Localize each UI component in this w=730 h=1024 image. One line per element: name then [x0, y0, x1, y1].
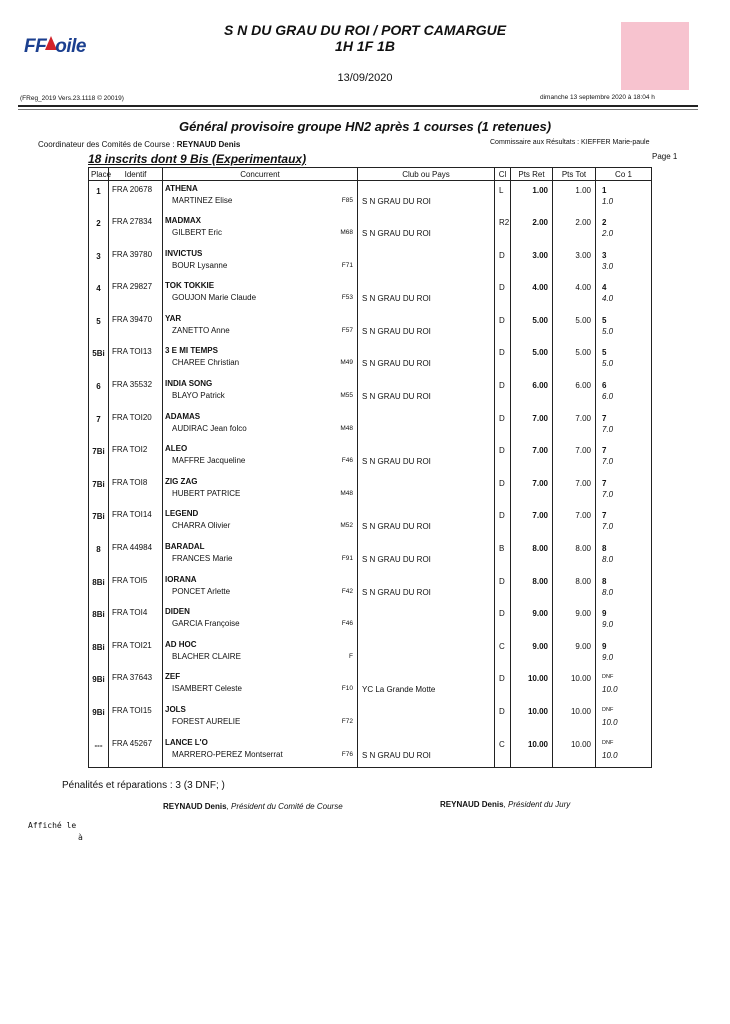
row-cl: B — [495, 539, 511, 572]
row-ident: FRA TOI14 — [109, 506, 163, 539]
row-sailor-name: AUDIRAC Jean folco — [172, 423, 247, 433]
row-pts-tot: 1.00 — [553, 181, 596, 214]
row-co1-points: 4.0 — [602, 294, 614, 304]
row-concurrent — [163, 376, 358, 409]
posting-time-label: à — [78, 833, 83, 842]
row-concurrent — [163, 735, 358, 768]
row-ident: FRA 44984 — [109, 539, 163, 572]
table-row — [89, 637, 652, 670]
row-sailor-name: BOUR Lysanne — [172, 260, 228, 270]
row-boat-name: BARADAL — [165, 542, 205, 552]
row-club: S N GRAU DU ROI — [358, 506, 495, 539]
row-co1-points: 10.0 — [602, 685, 618, 695]
row-co1-points: 5.0 — [602, 326, 614, 336]
row-pts-ret: 9.00 — [511, 604, 553, 637]
row-co1-points: 10.0 — [602, 750, 618, 760]
row-pts-ret: 7.00 — [511, 506, 553, 539]
row-co1-rank: 5 — [602, 348, 607, 358]
row-ident: FRA 20678 — [109, 181, 163, 214]
row-category: F — [349, 652, 353, 660]
row-ident: FRA 27834 — [109, 213, 163, 246]
coordinator-label: Coordinateur des Comités de Course : — [38, 140, 175, 149]
row-club: S N GRAU DU ROI — [358, 376, 495, 409]
row-sailor-name: CHARRA Olivier — [172, 521, 231, 531]
row-pts-tot: 7.00 — [553, 506, 596, 539]
row-category: F53 — [341, 294, 353, 302]
row-co1 — [596, 735, 652, 768]
row-cl: D — [495, 669, 511, 702]
row-cl: C — [495, 735, 511, 768]
row-boat-name: ADAMAS — [165, 411, 201, 421]
row-cl: D — [495, 343, 511, 376]
logo-oile-text: oile — [55, 36, 86, 57]
row-boat-name: ATHENA — [165, 184, 198, 193]
row-co1 — [596, 376, 652, 409]
row-co1 — [596, 604, 652, 637]
row-sailor-name: PONCET Arlette — [172, 586, 231, 596]
row-place: 8 — [89, 539, 109, 572]
row-co1-points: 7.0 — [602, 489, 614, 499]
row-co1 — [596, 506, 652, 539]
row-category: M49 — [340, 359, 353, 367]
row-sailor-name: MAFFRE Jacqueline — [172, 456, 246, 466]
table-row — [89, 735, 652, 768]
row-co1-rank: DNF — [602, 674, 614, 681]
president-course — [163, 802, 343, 811]
coordinator-line — [38, 140, 240, 149]
row-place: 1 — [89, 181, 109, 214]
row-club: S N GRAU DU ROI — [358, 735, 495, 768]
ffvoile-logo — [24, 36, 86, 58]
row-co1 — [596, 278, 652, 311]
row-boat-name: TOK TOKKIE — [165, 281, 215, 291]
row-concurrent — [163, 702, 358, 735]
row-cl: D — [495, 311, 511, 344]
software-version: (FReg_2019 Vers.23.1118 © 20019) — [20, 95, 124, 102]
table-row — [89, 539, 652, 572]
row-sailor-name: FRANCES Marie — [172, 554, 233, 564]
row-boat-name: LEGEND — [165, 509, 199, 519]
row-category: M55 — [340, 392, 353, 400]
row-co1 — [596, 572, 652, 605]
col-place: Place — [89, 168, 109, 181]
row-co1-rank: DNF — [602, 707, 614, 713]
row-place: 6 — [89, 376, 109, 409]
row-pts-ret: 7.00 — [511, 474, 553, 507]
col-pts-ret: Pts Ret — [511, 168, 553, 181]
row-category: F42 — [341, 587, 353, 595]
table-row — [89, 213, 652, 246]
generated-timestamp: dimanche 13 septembre 2020 à 18:04 h — [540, 94, 655, 101]
posting-date-label: Affiché le — [28, 821, 77, 830]
row-place: 8Bi — [89, 572, 109, 605]
row-co1-points: 8.0 — [602, 587, 614, 597]
row-pts-tot: 5.00 — [553, 343, 596, 376]
row-co1-points: 10.0 — [602, 718, 618, 727]
row-co1-rank: 9 — [602, 641, 607, 651]
row-sailor-name: ZANETTO Anne — [172, 325, 230, 335]
row-place: 5Bi — [89, 343, 109, 376]
row-pts-ret: 4.00 — [511, 278, 553, 311]
row-co1 — [596, 409, 652, 442]
row-co1-points: 7.0 — [602, 457, 614, 467]
row-place: 4 — [89, 278, 109, 311]
row-co1 — [596, 702, 652, 735]
president-jury-name: REYNAUD Denis — [440, 800, 504, 809]
row-co1-rank: 2 — [602, 218, 607, 228]
row-place: 8Bi — [89, 604, 109, 637]
row-place: 7Bi — [89, 441, 109, 474]
row-co1 — [596, 213, 652, 246]
row-category: F85 — [341, 197, 353, 204]
col-concurrent: Concurrent — [163, 168, 358, 181]
posting-note — [28, 820, 83, 844]
row-place: 2 — [89, 213, 109, 246]
page-number: Page 1 — [652, 152, 678, 161]
row-place: 7Bi — [89, 474, 109, 507]
row-pts-tot: 7.00 — [553, 409, 596, 442]
row-club — [358, 637, 495, 670]
row-pts-tot: 9.00 — [553, 604, 596, 637]
row-pts-tot: 8.00 — [553, 572, 596, 605]
row-category: F71 — [341, 261, 353, 269]
row-pts-ret: 10.00 — [511, 702, 553, 735]
row-boat-name: INDIA SONG — [165, 379, 213, 389]
commissaire-line: Commissaire aux Résultats : KIEFFER Marie-paule — [490, 139, 650, 146]
row-pts-ret: 5.00 — [511, 343, 553, 376]
row-pts-ret: 7.00 — [511, 409, 553, 442]
table-row — [89, 506, 652, 539]
row-pts-ret: 8.00 — [511, 572, 553, 605]
row-club: S N GRAU DU ROI — [358, 539, 495, 572]
row-sailor-name: GOUJON Marie Claude — [172, 293, 257, 303]
row-co1 — [596, 181, 652, 214]
row-club: S N GRAU DU ROI — [358, 181, 495, 214]
row-cl: R2 — [495, 213, 511, 246]
row-boat-name: YAR — [165, 313, 182, 323]
row-pts-tot: 10.00 — [553, 702, 596, 735]
row-boat-name: ZEF — [165, 672, 181, 682]
col-cl: Cl — [495, 168, 511, 181]
row-sailor-name: MARRERO-PEREZ Montserrat — [172, 749, 283, 759]
row-cl: D — [495, 441, 511, 474]
row-concurrent — [163, 343, 358, 376]
row-sailor-name: MARTINEZ Elise — [172, 196, 233, 205]
row-ident: FRA 35532 — [109, 376, 163, 409]
row-co1-points: 9.0 — [602, 652, 614, 662]
table-row — [89, 278, 652, 311]
row-pts-ret: 8.00 — [511, 539, 553, 572]
row-co1 — [596, 637, 652, 670]
row-ident: FRA 39470 — [109, 311, 163, 344]
row-cl: D — [495, 506, 511, 539]
row-pts-ret: 10.00 — [511, 735, 553, 768]
row-co1-points: 6.0 — [602, 392, 614, 402]
row-concurrent — [163, 181, 358, 214]
results-heading: Général provisoire groupe HN2 après 1 courses (1 retenues) — [178, 119, 552, 134]
row-pts-tot: 4.00 — [553, 278, 596, 311]
row-sailor-name: FOREST AURELIE — [172, 717, 241, 726]
row-place: 8Bi — [89, 637, 109, 670]
row-sailor-name: GILBERT Eric — [172, 228, 222, 238]
row-cl: C — [495, 637, 511, 670]
row-club: S N GRAU DU ROI — [358, 311, 495, 344]
row-co1 — [596, 311, 652, 344]
row-co1 — [596, 343, 652, 376]
col-co1: Co 1 — [596, 168, 652, 181]
row-co1-points: 9.0 — [602, 620, 614, 630]
table-row — [89, 181, 652, 214]
row-pts-tot: 6.00 — [553, 376, 596, 409]
row-category: F91 — [341, 555, 353, 563]
row-ident: FRA TOI13 — [109, 343, 163, 376]
row-club — [358, 474, 495, 507]
row-club: S N GRAU DU ROI — [358, 213, 495, 246]
row-boat-name: JOLS — [165, 705, 186, 714]
row-category: F76 — [341, 750, 353, 758]
row-co1-rank: 7 — [602, 478, 607, 488]
row-boat-name: ZIG ZAG — [165, 476, 198, 486]
row-club: S N GRAU DU ROI — [358, 278, 495, 311]
row-place: 7 — [89, 409, 109, 442]
row-cl: D — [495, 246, 511, 279]
row-sailor-name: BLAYO Patrick — [172, 391, 225, 401]
row-pts-ret: 9.00 — [511, 637, 553, 670]
row-concurrent — [163, 669, 358, 702]
row-ident: FRA 37643 — [109, 669, 163, 702]
table-row — [89, 474, 652, 507]
president-course-role: , Président du Comité de Course — [226, 802, 343, 811]
header-divider-thin — [18, 109, 698, 110]
row-sailor-name: BLACHER CLAIRE — [172, 651, 241, 661]
row-concurrent — [163, 409, 358, 442]
row-pts-tot: 10.00 — [553, 735, 596, 768]
row-sailor-name: ISAMBERT Celeste — [172, 684, 242, 694]
row-co1 — [596, 474, 652, 507]
table-row — [89, 311, 652, 344]
row-cl: D — [495, 409, 511, 442]
col-ident: Identif — [109, 168, 163, 181]
table-row — [89, 441, 652, 474]
row-co1-points: 1.0 — [602, 197, 614, 206]
row-category: F46 — [341, 457, 353, 465]
row-category: M48 — [340, 424, 353, 432]
row-concurrent — [163, 213, 358, 246]
event-date: 13/09/2020 — [337, 72, 393, 84]
row-cl: D — [495, 278, 511, 311]
row-concurrent — [163, 637, 358, 670]
row-co1-rank: DNF — [602, 739, 614, 746]
row-place: 5 — [89, 311, 109, 344]
row-sailor-name: HUBERT PATRICE — [172, 488, 241, 498]
row-club: YC La Grande Motte — [358, 669, 495, 702]
table-row — [89, 702, 652, 735]
row-pts-tot: 7.00 — [553, 474, 596, 507]
row-boat-name: DIDEN — [165, 607, 190, 617]
event-subtitle: 1H 1F 1B — [335, 38, 395, 54]
entries-summary: 18 inscrits dont 9 Bis (Experimentaux) — [88, 152, 307, 166]
row-co1-points: 7.0 — [602, 424, 614, 434]
table-row — [89, 669, 652, 702]
row-category: M68 — [340, 229, 353, 237]
col-pts-tot: Pts Tot — [553, 168, 596, 181]
row-co1-rank: 3 — [602, 250, 607, 260]
row-ident: FRA TOI21 — [109, 637, 163, 670]
row-concurrent — [163, 539, 358, 572]
row-category: M48 — [340, 489, 353, 497]
header-divider — [18, 105, 698, 107]
row-pts-tot: 3.00 — [553, 246, 596, 279]
row-co1-rank: 8 — [602, 544, 607, 554]
row-cl: D — [495, 702, 511, 735]
row-ident: FRA TOI4 — [109, 604, 163, 637]
row-ident: FRA TOI2 — [109, 441, 163, 474]
row-boat-name: INVICTUS — [165, 248, 203, 258]
row-category: F46 — [341, 620, 353, 628]
row-ident: FRA 45267 — [109, 735, 163, 768]
row-concurrent — [163, 474, 358, 507]
row-club: S N GRAU DU ROI — [358, 343, 495, 376]
row-category: M52 — [340, 522, 353, 530]
row-sailor-name: CHAREE Christian — [172, 358, 240, 368]
row-ident: FRA 39780 — [109, 246, 163, 279]
table-row — [89, 409, 652, 442]
row-pts-tot: 7.00 — [553, 441, 596, 474]
row-co1-rank: 7 — [602, 511, 607, 521]
row-concurrent — [163, 604, 358, 637]
row-co1-rank: 9 — [602, 609, 607, 619]
row-ident: FRA TOI20 — [109, 409, 163, 442]
row-category: F57 — [341, 326, 353, 334]
row-concurrent — [163, 246, 358, 279]
row-co1-points: 8.0 — [602, 555, 614, 565]
row-cl: D — [495, 572, 511, 605]
table-row — [89, 246, 652, 279]
row-co1 — [596, 246, 652, 279]
logo-ff-text: FF — [24, 36, 47, 57]
row-club — [358, 409, 495, 442]
president-jury-role: , Président du Jury — [503, 800, 571, 809]
table-row — [89, 343, 652, 376]
table-header-row — [89, 168, 652, 181]
row-co1-rank: 6 — [602, 381, 607, 391]
penalties-summary: Pénalités et réparations : 3 (3 DNF; ) — [62, 780, 225, 791]
row-boat-name: 3 E MI TEMPS — [165, 346, 218, 356]
row-co1-rank: 7 — [602, 413, 607, 423]
row-concurrent — [163, 311, 358, 344]
row-pts-tot: 8.00 — [553, 539, 596, 572]
row-pts-ret: 3.00 — [511, 246, 553, 279]
row-pts-ret: 10.00 — [511, 669, 553, 702]
row-ident: FRA 29827 — [109, 278, 163, 311]
row-pts-ret: 6.00 — [511, 376, 553, 409]
row-boat-name: AD HOC — [165, 639, 197, 649]
row-category: F10 — [341, 685, 353, 693]
row-co1-points: 3.0 — [602, 261, 614, 271]
row-club — [358, 246, 495, 279]
row-co1-points: 2.0 — [602, 229, 614, 239]
row-cl: D — [495, 474, 511, 507]
row-co1-rank: 4 — [602, 283, 607, 293]
row-ident: FRA TOI5 — [109, 572, 163, 605]
row-pts-tot: 9.00 — [553, 637, 596, 670]
row-cl: L — [495, 181, 511, 214]
coordinator-name: REYNAUD Denis — [176, 140, 241, 149]
row-place: 7Bi — [89, 506, 109, 539]
row-place: 9Bi — [89, 702, 109, 735]
row-pts-tot: 10.00 — [553, 669, 596, 702]
row-pts-ret: 2.00 — [511, 213, 553, 246]
row-place: --- — [89, 735, 109, 768]
row-sailor-name: GARCIA Françoise — [172, 619, 240, 629]
row-place: 9Bi — [89, 669, 109, 702]
row-pts-ret: 5.00 — [511, 311, 553, 344]
row-pts-tot: 5.00 — [553, 311, 596, 344]
row-cl: D — [495, 376, 511, 409]
table-row — [89, 604, 652, 637]
results-table — [88, 167, 652, 768]
row-boat-name: MADMAX — [165, 216, 201, 226]
row-boat-name: IORANA — [165, 574, 197, 584]
row-concurrent — [163, 506, 358, 539]
row-boat-name: LANCE L'O — [165, 737, 208, 747]
row-place: 3 — [89, 246, 109, 279]
row-ident: FRA TOI15 — [109, 702, 163, 735]
row-pts-ret: 7.00 — [511, 441, 553, 474]
president-course-name: REYNAUD Denis — [163, 802, 227, 811]
table-row — [89, 572, 652, 605]
row-cl: D — [495, 604, 511, 637]
row-pts-ret: 1.00 — [511, 181, 553, 214]
president-jury — [440, 800, 570, 809]
row-club — [358, 604, 495, 637]
row-co1 — [596, 539, 652, 572]
row-pts-tot: 2.00 — [553, 213, 596, 246]
pink-stamp-box — [621, 22, 689, 90]
row-co1-rank: 8 — [602, 576, 607, 586]
row-category: F72 — [341, 718, 353, 725]
row-club: S N GRAU DU ROI — [358, 572, 495, 605]
row-co1 — [596, 441, 652, 474]
row-co1-rank: 7 — [602, 446, 607, 456]
row-co1-rank: 1 — [602, 186, 607, 195]
row-co1-points: 5.0 — [602, 359, 614, 369]
row-co1 — [596, 669, 652, 702]
row-boat-name: ALEO — [165, 444, 188, 454]
row-concurrent — [163, 278, 358, 311]
col-club: Club ou Pays — [358, 168, 495, 181]
row-concurrent — [163, 441, 358, 474]
row-co1-rank: 5 — [602, 315, 607, 325]
row-concurrent — [163, 572, 358, 605]
row-ident: FRA TOI8 — [109, 474, 163, 507]
event-title: S N DU GRAU DU ROI / PORT CAMARGUE — [223, 22, 507, 38]
row-club: S N GRAU DU ROI — [358, 441, 495, 474]
table-row — [89, 376, 652, 409]
row-co1-points: 7.0 — [602, 522, 614, 532]
row-club — [358, 702, 495, 735]
